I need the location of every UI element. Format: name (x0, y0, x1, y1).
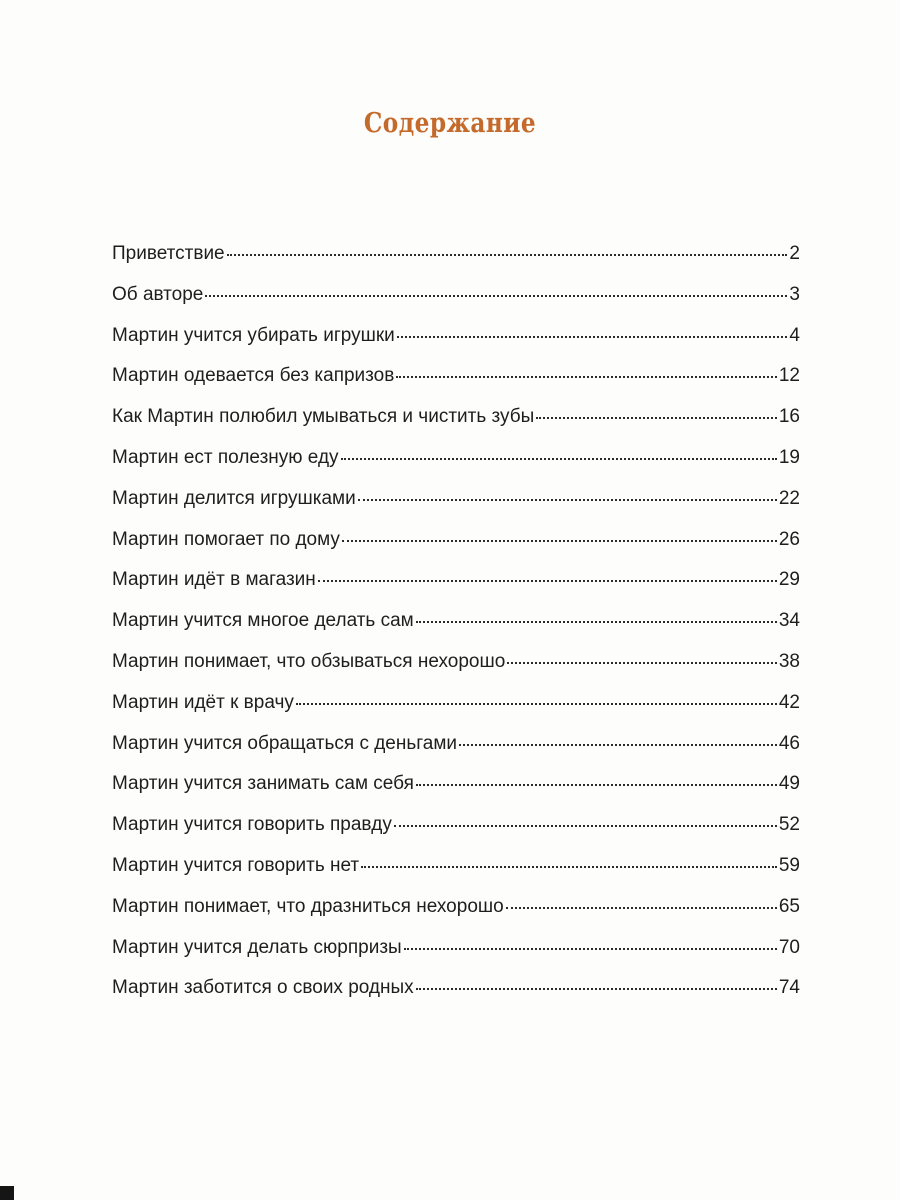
toc-dot-leader (341, 456, 777, 460)
toc-dot-leader (318, 578, 777, 582)
toc-dot-leader (416, 619, 777, 623)
toc-entry (112, 968, 800, 1009)
toc-entry-title: Об авторе (112, 283, 204, 305)
toc-entry (112, 683, 800, 724)
toc-entry (112, 316, 800, 357)
toc-dot-leader (507, 660, 777, 664)
toc-entry-page-number: 2 (789, 243, 800, 264)
toc-entry-title: Мартин учится говорить правду (112, 814, 392, 836)
toc-entry-page-number: 4 (789, 324, 800, 346)
toc-entry-title: Мартин учится говорить нет (112, 854, 360, 876)
toc-entry-title: Мартин учится делать сюрпризы (112, 936, 402, 958)
toc-entry-title: Мартин учится обращаться с деньгами (112, 732, 458, 754)
toc-entry (112, 356, 800, 397)
toc-dot-leader (361, 864, 777, 868)
toc-entry-page-number: 49 (778, 773, 800, 795)
toc-entry-page-number: 74 (778, 977, 800, 999)
toc-entry-page-number: 59 (778, 854, 800, 876)
toc-entry-title: Мартин делится игрушками (112, 487, 356, 509)
toc-entry-page-number: 65 (778, 895, 800, 917)
toc-entry-page-number: 34 (778, 610, 800, 632)
toc-entry (112, 397, 800, 438)
toc-entry (112, 438, 800, 479)
toc-entry (112, 601, 800, 642)
toc-dot-leader (506, 905, 777, 909)
toc-entry-title: Приветствие (112, 243, 225, 264)
toc-entry-title: Мартин учится многое делать сам (112, 610, 414, 632)
page-corner-mark (0, 1186, 14, 1200)
toc-dot-leader (396, 374, 777, 378)
toc-entry (112, 928, 800, 969)
toc-dot-leader (394, 823, 777, 827)
toc-entry-page-number: 52 (778, 814, 800, 836)
toc-entry-title: Мартин понимает, что дразниться нехорошо (112, 895, 504, 917)
toc-entry-title: Как Мартин полюбил умываться и чистить зубы (112, 406, 535, 428)
toc-dot-leader (416, 782, 777, 786)
toc-dot-leader (416, 986, 777, 990)
toc-dot-leader (296, 701, 777, 705)
toc-entry (112, 479, 800, 520)
toc-entry (112, 805, 800, 846)
page-title: Содержание (363, 108, 537, 139)
toc-entry-title: Мартин заботится о своих родных (112, 977, 414, 999)
table-of-contents (112, 234, 800, 1009)
toc-entry-page-number: 42 (778, 691, 800, 713)
toc-entry-page-number: 46 (778, 732, 800, 754)
toc-entry-title: Мартин учится занимать сам себя (112, 773, 414, 795)
toc-entry-title: Мартин помогает по дому (112, 528, 340, 550)
toc-entry-title: Мартин идёт к врачу (112, 691, 294, 713)
toc-entry (112, 642, 800, 683)
toc-entry (112, 520, 800, 561)
toc-dot-leader (459, 742, 777, 746)
toc-entry-page-number: 70 (778, 936, 800, 958)
toc-entry (112, 887, 800, 928)
toc-dot-leader (397, 334, 788, 338)
toc-entry-page-number: 19 (778, 446, 800, 468)
toc-dot-leader (358, 497, 777, 501)
toc-entry-page-number: 26 (778, 528, 800, 550)
toc-entry (112, 275, 800, 316)
toc-entry-title: Мартин одевается без капризов (112, 365, 395, 387)
toc-entry-page-number: 29 (778, 569, 800, 591)
toc-entry-title: Мартин учится убирать игрушки (112, 324, 395, 346)
toc-dot-leader (227, 252, 788, 256)
toc-entry-page-number: 38 (778, 650, 800, 672)
toc-entry-page-number: 3 (789, 283, 800, 305)
toc-entry-title: Мартин ест полезную еду (112, 446, 339, 468)
toc-dot-leader (536, 415, 777, 419)
toc-entry (112, 234, 800, 275)
toc-entry-title: Мартин понимает, что обзываться нехорошо (112, 650, 506, 672)
toc-entry (112, 846, 800, 887)
toc-dot-leader (342, 538, 777, 542)
toc-entry-page-number: 16 (778, 406, 800, 428)
toc-entry (112, 724, 800, 765)
toc-entry (112, 560, 800, 601)
toc-dot-leader (205, 293, 787, 297)
toc-entry-page-number: 12 (778, 365, 800, 387)
toc-dot-leader (404, 946, 777, 950)
toc-entry-page-number: 22 (778, 487, 800, 509)
toc-entry-title: Мартин идёт в магазин (112, 569, 316, 591)
toc-entry (112, 764, 800, 805)
